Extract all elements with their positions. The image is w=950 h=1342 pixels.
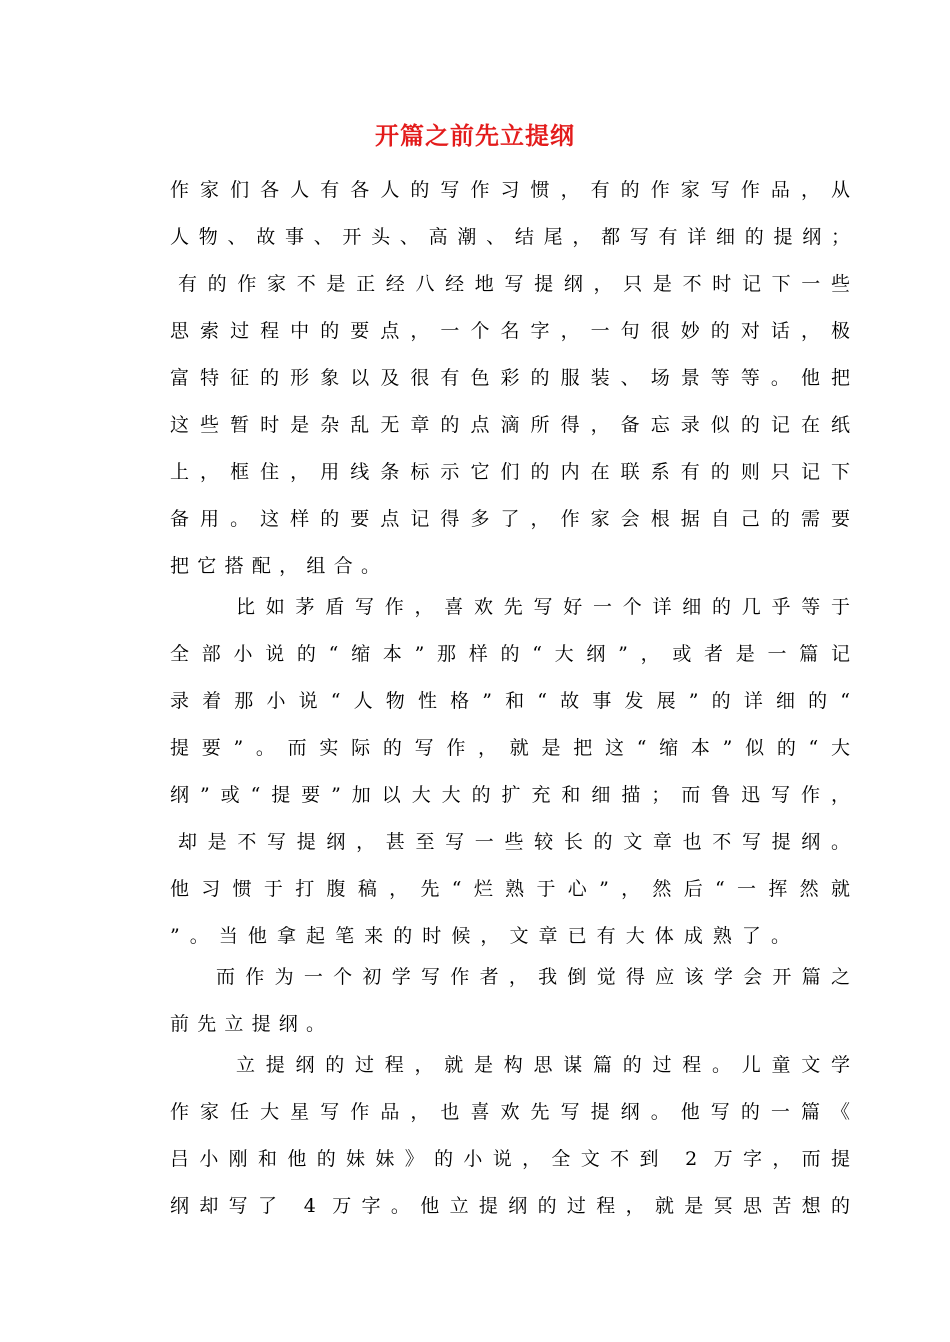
- text-line: 把它搭配，组合。: [170, 555, 380, 577]
- text-line: 而作为一个初学写作者，我倒觉得应该学会开篇之: [216, 966, 850, 988]
- text-line: 全部小说的“缩本”那样的“大纲”，或者是一篇记: [170, 643, 850, 665]
- text-line: 录着那小说“人物性格”和“故事发展”的详细的“: [170, 690, 850, 712]
- text-line: 前先立提纲。: [170, 1013, 325, 1035]
- text-line: 作家们各人有各人的写作习惯，有的作家写作品，从: [170, 179, 850, 201]
- text-line: 备用。这样的要点记得多了，作家会根据自己的需要: [170, 508, 850, 530]
- document-title: 开篇之前先立提纲: [375, 121, 575, 150]
- text-line: 吕小刚和他的妹妹》的小说，全文不到 2 万字，而提: [170, 1148, 850, 1170]
- text-line: 却是不写提纲，甚至写一些较长的文章也不写提纲。: [178, 831, 850, 853]
- text-line: 比如茅盾写作，喜欢先写好一个详细的几乎等于: [236, 596, 850, 618]
- text-line: 提要”。而实际的写作，就是把这“缩本”似的“大: [170, 737, 850, 759]
- text-line: ”。当他拿起笔来的时候，文章已有大体成熟了。: [170, 925, 790, 947]
- text-line: 作家任大星写作品，也喜欢先写提纲。他写的一篇《: [170, 1101, 850, 1123]
- text-line: 这些暂时是杂乱无章的点滴所得，备忘录似的记在纸: [170, 414, 850, 436]
- text-line: 有的作家不是正经八经地写提纲，只是不时记下一些: [178, 273, 850, 295]
- text-line: 人物、故事、开头、高潮、结尾，都写有详细的提纲；: [170, 226, 850, 248]
- text-line: 上，框住，用线条标示它们的内在联系有的则只记下: [170, 461, 850, 483]
- text-line: 思索过程中的要点，一个名字，一句很妙的对话，极: [170, 320, 850, 342]
- text-line: 富特征的形象以及很有色彩的服装、场景等等。他把: [170, 367, 850, 389]
- text-line: 纲”或“提要”加以大大的扩充和细描；而鲁迅写作，: [170, 784, 850, 806]
- text-line: 他习惯于打腹稿，先“烂熟于心”，然后“一挥然就: [170, 878, 850, 900]
- text-line: 纲却写了 4 万字。他立提纲的过程，就是冥思苦想的: [170, 1195, 850, 1217]
- text-line: 立提纲的过程，就是构思谋篇的过程。儿童文学: [236, 1054, 850, 1076]
